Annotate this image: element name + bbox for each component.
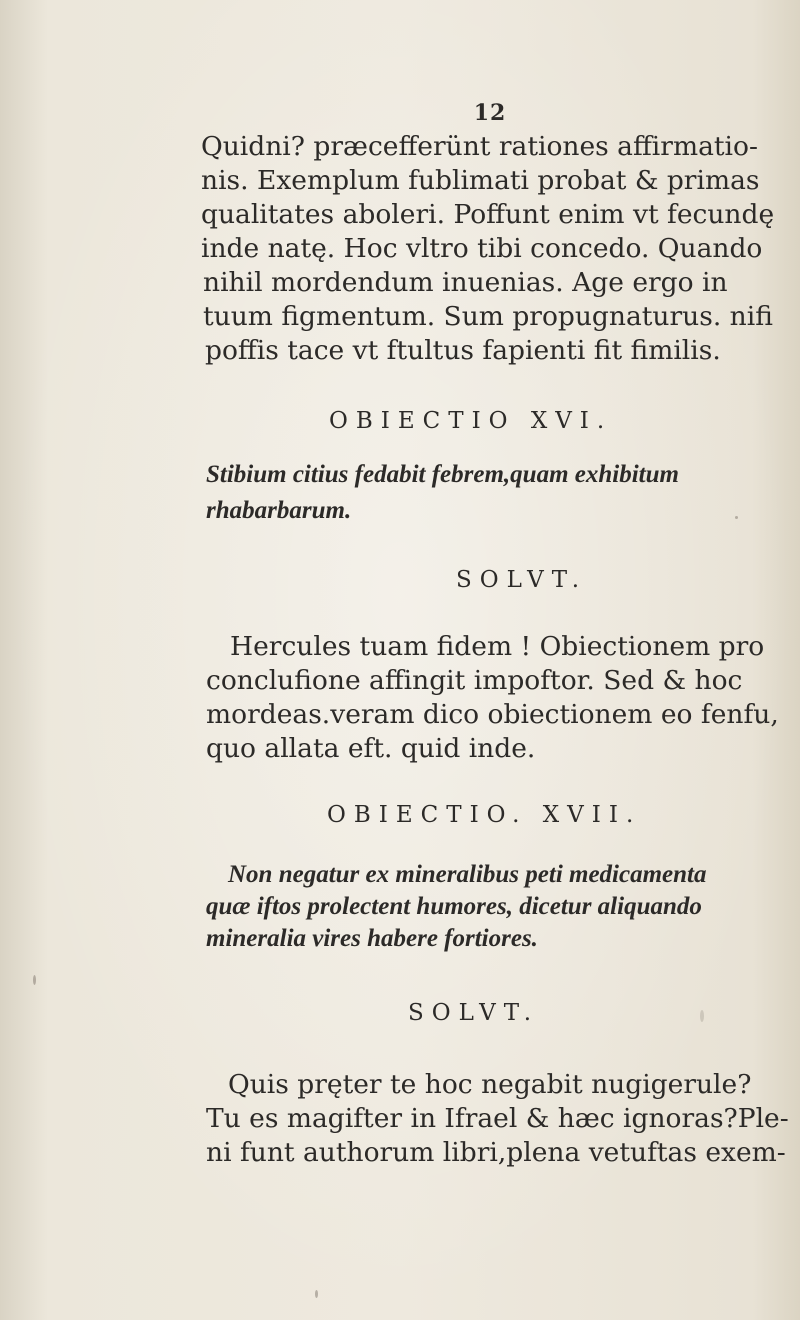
text-line: tuum figmentum. Sum propugnaturus. nifi [203,301,773,332]
text-line: Tu es magifter in Ifrael & hæc ignoras?Ple- [206,1103,789,1134]
objection-17-heading: OBIECTIO. XVII. [327,802,642,828]
paper-speck [735,516,738,519]
text-line: poffis tace vt ftultus fapienti fit fimilis. [205,335,721,366]
text-line: quo allata eft. quid inde. [206,733,536,764]
text-line: Quis pręter te hoc negabit nugigerule? [228,1069,752,1100]
objection-16-heading: OBIECTIO XVI. [329,408,613,434]
objection-17-text: Non negatur ex mineralibus peti medicamenta [228,861,707,888]
text-line: conclufione affingit impoftor. Sed & hoc [206,665,743,696]
text-line: inde natę. Hoc vltro tibi concedo. Quando [201,233,763,264]
objection-16-text: rhabarbarum. [206,497,352,524]
text-line: ni funt authorum libri,plena vetuftas exem- [206,1137,786,1168]
objection-17-text: quæ iftos prolectent humores, dicetur aliquando [206,893,702,920]
text-line: Quidni? præcefferünt rationes affirmatio- [201,131,758,162]
text-line: nis. Exemplum fublimati probat & primas [201,165,760,196]
text-line: qualitates aboleri. Poffunt enim vt fecundę [201,199,775,230]
text-line: nihil mordendum inuenias. Age ergo in [203,267,728,298]
text-line: mordeas.veram dico obiectionem eo fenfu, [206,699,779,730]
paper-speck [315,1290,318,1298]
solution-1-heading: SOLVT. [456,567,588,593]
paper-speck [700,1010,704,1022]
solution-2-heading: SOLVT. [408,1000,540,1026]
objection-16-text: Stibium citius fedabit febrem,quam exhibitum [206,461,679,488]
page-number: 12 [473,100,507,126]
objection-17-text: mineralia vires habere fortiores. [206,925,538,952]
text-line: Hercules tuam fidem ! Obiectionem pro [230,631,765,662]
paper-speck [33,975,36,985]
